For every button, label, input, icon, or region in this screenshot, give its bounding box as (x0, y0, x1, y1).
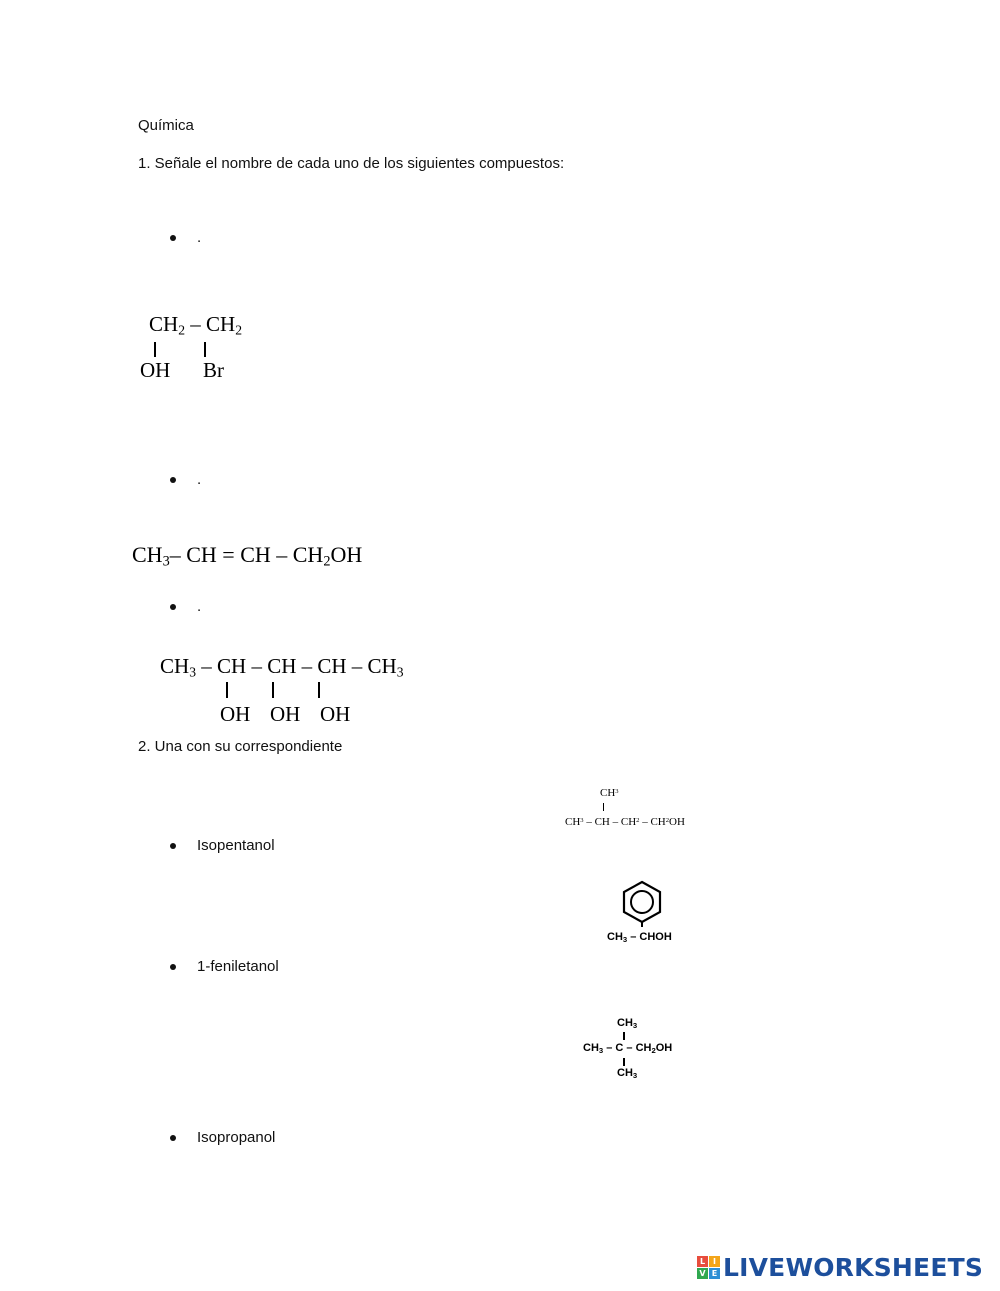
part: CH (607, 931, 623, 943)
bullet-icon (170, 1135, 176, 1141)
subject-title: Química (138, 117, 194, 134)
part-sup: 2 (636, 817, 640, 825)
structure-3-chain (160, 654, 404, 679)
bullet-icon (170, 235, 176, 241)
part-sup: 3 (615, 788, 619, 796)
bond-line (154, 342, 156, 357)
benzene-ring-icon (619, 879, 665, 927)
structure-c-chain (583, 1042, 672, 1054)
part-sub: 3 (598, 1045, 604, 1055)
part: – CH (639, 816, 666, 828)
group-oh: OH (220, 702, 251, 726)
part: CH (565, 816, 581, 828)
group-br: Br (203, 358, 224, 382)
bullet-icon (170, 604, 176, 610)
structure-a-chain (565, 816, 685, 828)
question-1-prompt: 1. Señale el nombre de cada uno de los siguientes compuestos: (138, 155, 565, 172)
bond-line (603, 803, 604, 811)
answer-field-2[interactable]: . (197, 471, 202, 488)
part-sub: 3 (162, 553, 170, 570)
bond-line (318, 682, 320, 698)
part: – CHOH (627, 931, 672, 943)
answer-field-3[interactable]: . (197, 598, 202, 615)
part-sub: 3 (622, 934, 628, 944)
part-sub: 3 (189, 664, 197, 680)
part-sub: 3 (632, 1020, 638, 1030)
logo-letter: L (697, 1256, 708, 1267)
match-structure-c[interactable] (582, 1017, 692, 1085)
structure-c-top (617, 1017, 637, 1029)
chain-left: CH (149, 312, 179, 336)
part: OH (655, 1042, 673, 1054)
bullet-icon (170, 964, 176, 970)
part: OH (669, 816, 685, 828)
part: CH (160, 654, 190, 678)
liveworksheets-logo (697, 1253, 983, 1282)
logo-mark-icon (697, 1256, 720, 1279)
structure-bromoethanol (140, 312, 270, 384)
question-2-prompt: 2. Una con su correspondiente (138, 738, 343, 755)
bond-line (623, 1058, 625, 1066)
part: CH (617, 1017, 633, 1029)
part: – CH – CH – CH – CH (196, 654, 397, 678)
part: CH (600, 787, 616, 799)
part-sub: 3 (632, 1070, 638, 1080)
match-item-feniletanol[interactable]: 1-feniletanol (197, 958, 279, 975)
structure-a-top (600, 787, 619, 799)
part: OH (330, 542, 363, 567)
chain-right-sub: 2 (235, 322, 243, 338)
match-structure-b[interactable] (603, 879, 683, 949)
part: CH (132, 542, 163, 567)
group-oh: OH (270, 702, 301, 726)
group-oh: OH (320, 702, 351, 726)
group-oh: OH (140, 358, 171, 382)
structure-pentanetriol (160, 654, 440, 726)
structure-b-chain (607, 931, 672, 943)
bond-line (226, 682, 228, 698)
answer-field-1[interactable]: . (197, 229, 202, 246)
structure-1-chain (149, 312, 242, 337)
part-sub: 3 (396, 664, 404, 680)
bond-line (623, 1032, 625, 1040)
part: CH (617, 1067, 633, 1079)
part-sup: 3 (580, 817, 584, 825)
match-item-isopentanol[interactable]: Isopentanol (197, 837, 275, 854)
structure-butenol (132, 542, 362, 568)
bullet-icon (170, 477, 176, 483)
match-item-isopropanol[interactable]: Isopropanol (197, 1129, 276, 1146)
part: CH (583, 1042, 599, 1054)
bond-line (272, 682, 274, 698)
chain-left-sub: 2 (178, 322, 186, 338)
brand-name: LIVEWORKSHEETS (723, 1253, 984, 1282)
logo-letter: V (697, 1268, 708, 1279)
part-sub: 2 (323, 553, 331, 570)
logo-letter: E (709, 1268, 720, 1279)
part: – CH = CH – CH (169, 542, 324, 567)
part: – C – CH (603, 1042, 652, 1054)
part-sub: 2 (651, 1045, 656, 1055)
structure-c-bottom (617, 1067, 637, 1079)
bond-line (204, 342, 206, 357)
part: – CH – CH (583, 816, 637, 828)
chain-right: CH (206, 312, 236, 336)
part-sup: 2 (665, 817, 670, 825)
bullet-icon (170, 843, 176, 849)
match-structure-a[interactable] (563, 787, 713, 837)
logo-letter: I (709, 1256, 720, 1267)
chain-dash: – (190, 312, 201, 336)
